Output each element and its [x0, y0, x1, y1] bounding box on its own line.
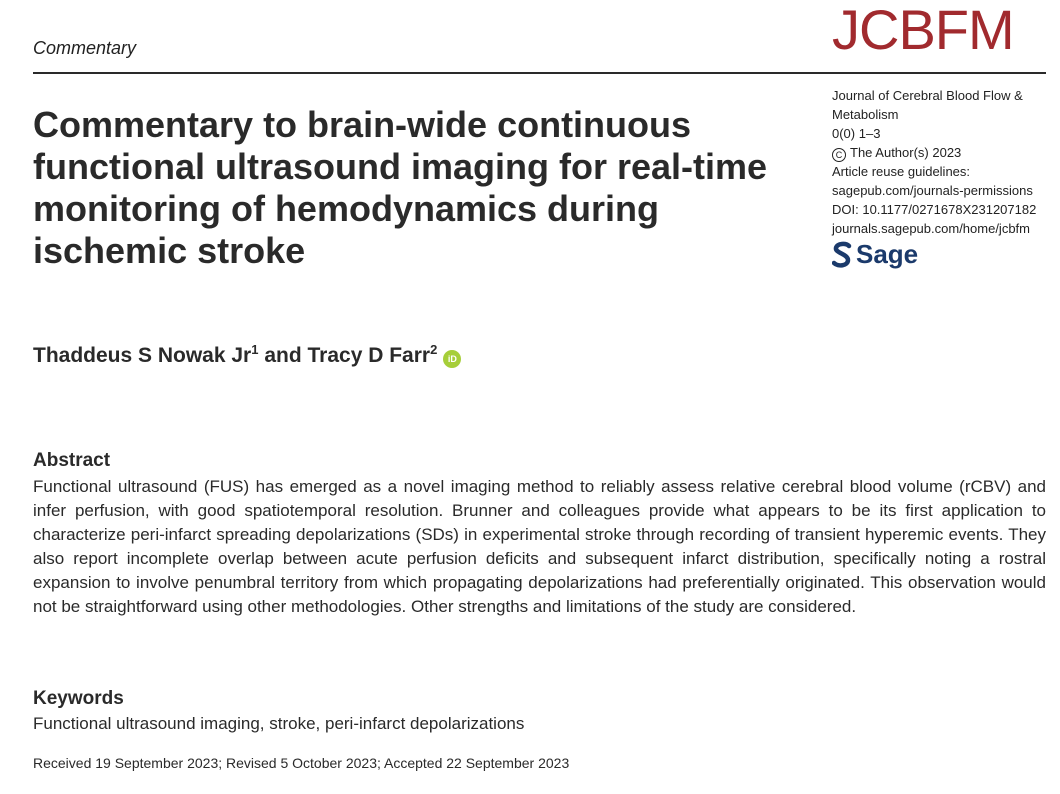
journal-logo: JCBFM [832, 0, 1014, 61]
publisher-name: Sage [856, 239, 919, 269]
abstract-heading: Abstract [33, 450, 111, 471]
doi[interactable]: DOI: 10.1177/0271678X231207182 [832, 202, 1037, 217]
header-divider [33, 72, 1046, 74]
journal-issue: 0(0) 1–3 [832, 126, 881, 141]
article-title: Commentary to brain-wide continuous functional ultrasound imaging for real-time monitoring of hemodynamics during ischemic stroke [33, 104, 768, 271]
publication-dates: Received 19 September 2023; Revised 5 October 2023; Accepted 22 September 2023 [33, 755, 570, 771]
copyright-line [832, 143, 1054, 162]
keywords-heading: Keywords [33, 688, 124, 709]
orcid-icon[interactable]: iD [443, 350, 461, 368]
section-label: Commentary [33, 38, 137, 58]
abstract-body: Functional ultrasound (FUS) has emerged as a novel imaging method to reliably assess relative cerebral blood volume (rCBV) and infer perfusion, with good spatiotemporal resolution. Brunner and colleagues provide what appears to be its first application to characterize peri-infarct spreading depolarizations (SDs) in experimental stroke through recording of transient hyperemic events. They also report incomplete overlap between acute perfusion deficits and subsequent infarct distribution, specifically noting a rostral expansion to involve penumbral territory from which propagating depolarizations had preferentially originated. This observation would not be straightforward using other methodologies. Other strengths and limitations of the study are considered. [33, 477, 1046, 616]
author-name[interactable]: Tracy D Farr [307, 344, 431, 367]
copyright-text: The Author(s) 2023 [850, 145, 962, 160]
author-name[interactable]: Thaddeus S Nowak Jr [33, 344, 252, 367]
journal-name: Journal of Cerebral Blood Flow & Metabolism [832, 88, 1023, 122]
author-conjunction: and [264, 344, 302, 367]
publisher-logo [832, 239, 918, 270]
keywords-list: Functional ultrasound imaging, stroke, peri-infarct depolarizations [33, 714, 525, 733]
author-line: Thaddeus S Nowak Jr $^1$ and Tracy D Farr $^2$ iD [33, 344, 461, 368]
journal-metadata [832, 86, 1054, 238]
journal-url[interactable]: journals.sagepub.com/home/jcbfm [832, 221, 1030, 236]
sage-s-icon [832, 241, 852, 269]
reuse-link[interactable]: sagepub.com/journals-permissions [832, 183, 1033, 198]
reuse-label: Article reuse guidelines: [832, 164, 971, 179]
copyright-icon: C [832, 148, 846, 162]
